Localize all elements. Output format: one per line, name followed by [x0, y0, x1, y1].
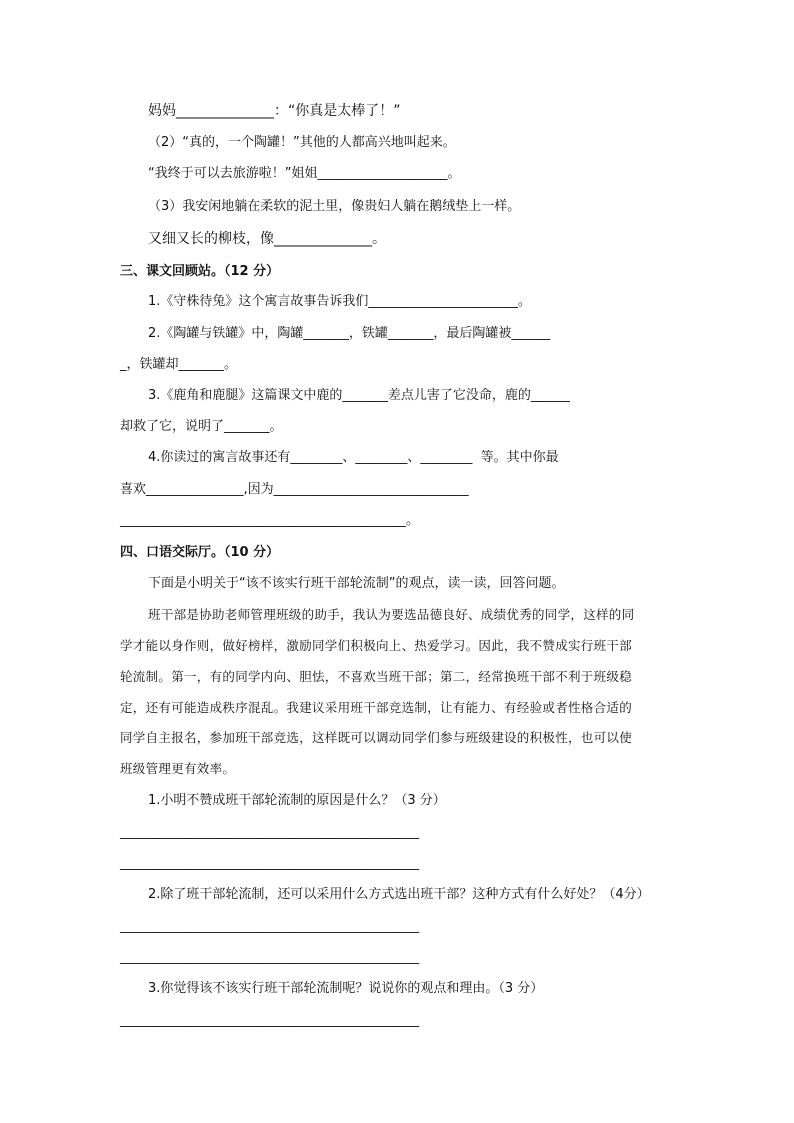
essay-line: 学才能以身作则，做好榜样，激励同学们积极向上、热爱学习。因此，我不赞成实行班干部 [120, 638, 633, 653]
question-3-4-line1: 4.你读过的寓言故事还有________、________、________ 等。其中你最 [148, 450, 559, 465]
item-2-sentence: （2）“真的，一个陶罐！”其他的人都高兴地叫起来。 [148, 135, 456, 150]
question-3-3-line1: 3.《鹿角和鹿腿》这篇课文中鹿的_______差点儿害了它没命，鹿的______ [148, 388, 570, 403]
question-4-3: 3.你觉得该不该实行班干部轮流制呢？说说你的观点和理由。（3 分） [148, 981, 544, 996]
answer-line[interactable]: ______________________________________________ [120, 1013, 419, 1028]
answer-line[interactable]: ______________________________________________ [120, 919, 419, 934]
essay-line: 班级管理更有效率。 [120, 761, 236, 776]
item-3-sentence: （3）我安闲地躺在柔软的泥土里，像贵妇人躺在鹅绒垫上一样。 [148, 199, 521, 214]
section-four-heading: 四、口语交际厅。（10 分） [120, 545, 280, 560]
answer-line[interactable]: ______________________________________________ [120, 825, 419, 840]
question-3-1: 1.《守株待兔》这个寓言故事告诉我们_______________________。 [148, 294, 531, 309]
essay-line: 班干部是协助老师管理班级的助手，我认为要选品德良好、成绩优秀的同学，这样的同 [148, 607, 635, 622]
question-3-3-line2: 却救了它，说明了_______。 [120, 419, 283, 434]
question-4-2: 2.除了班干部轮流制，还可以采用什么方式选出班干部？这种方式有什么好处？（4分） [148, 887, 650, 902]
answer-line[interactable]: ______________________________________________ [120, 950, 419, 965]
sister-line: “我终于可以去旅游啦！”姐姐____________________。 [148, 166, 461, 181]
section-four-intro: 下面是小明关于“该不该实行班干部轮流制”的观点，读一读，回答问题。 [148, 576, 565, 591]
question-3-4-line3: ____________________________________________。 [120, 513, 419, 528]
answer-line[interactable]: ______________________________________________ [120, 856, 419, 871]
essay-line: 同学自主报名，参加班干部竞选，这样既可以调动同学们参与班级建设的积极性，也可以使 [120, 730, 633, 745]
mama-line: 妈妈______________：“你真是太棒了！” [148, 103, 401, 119]
question-3-4-line2: 喜欢_______________,因为______________________________ [120, 482, 469, 497]
question-3-2-line2: _，铁罐却_______。 [120, 357, 238, 372]
willow-line: 又细又长的柳枝，像______________。 [148, 231, 386, 247]
section-three-heading: 三、课文回顾站。（12 分） [120, 264, 280, 279]
essay-line: 轮流制。第一，有的同学内向、胆怯，不喜欢当班干部；第二，经常换班干部不利于班级稳 [120, 669, 633, 684]
essay-line: 定，还有可能造成秩序混乱。我建议采用班干部竞选制，让有能力、有经验或者性格合适的 [120, 700, 633, 715]
question-4-1: 1.小明不赞成班干部轮流制的原因是什么？（3 分） [148, 793, 446, 808]
question-3-2-line1: 2.《陶罐与铁罐》中，陶罐_______，铁罐_______，最后陶罐被______ [148, 326, 551, 341]
